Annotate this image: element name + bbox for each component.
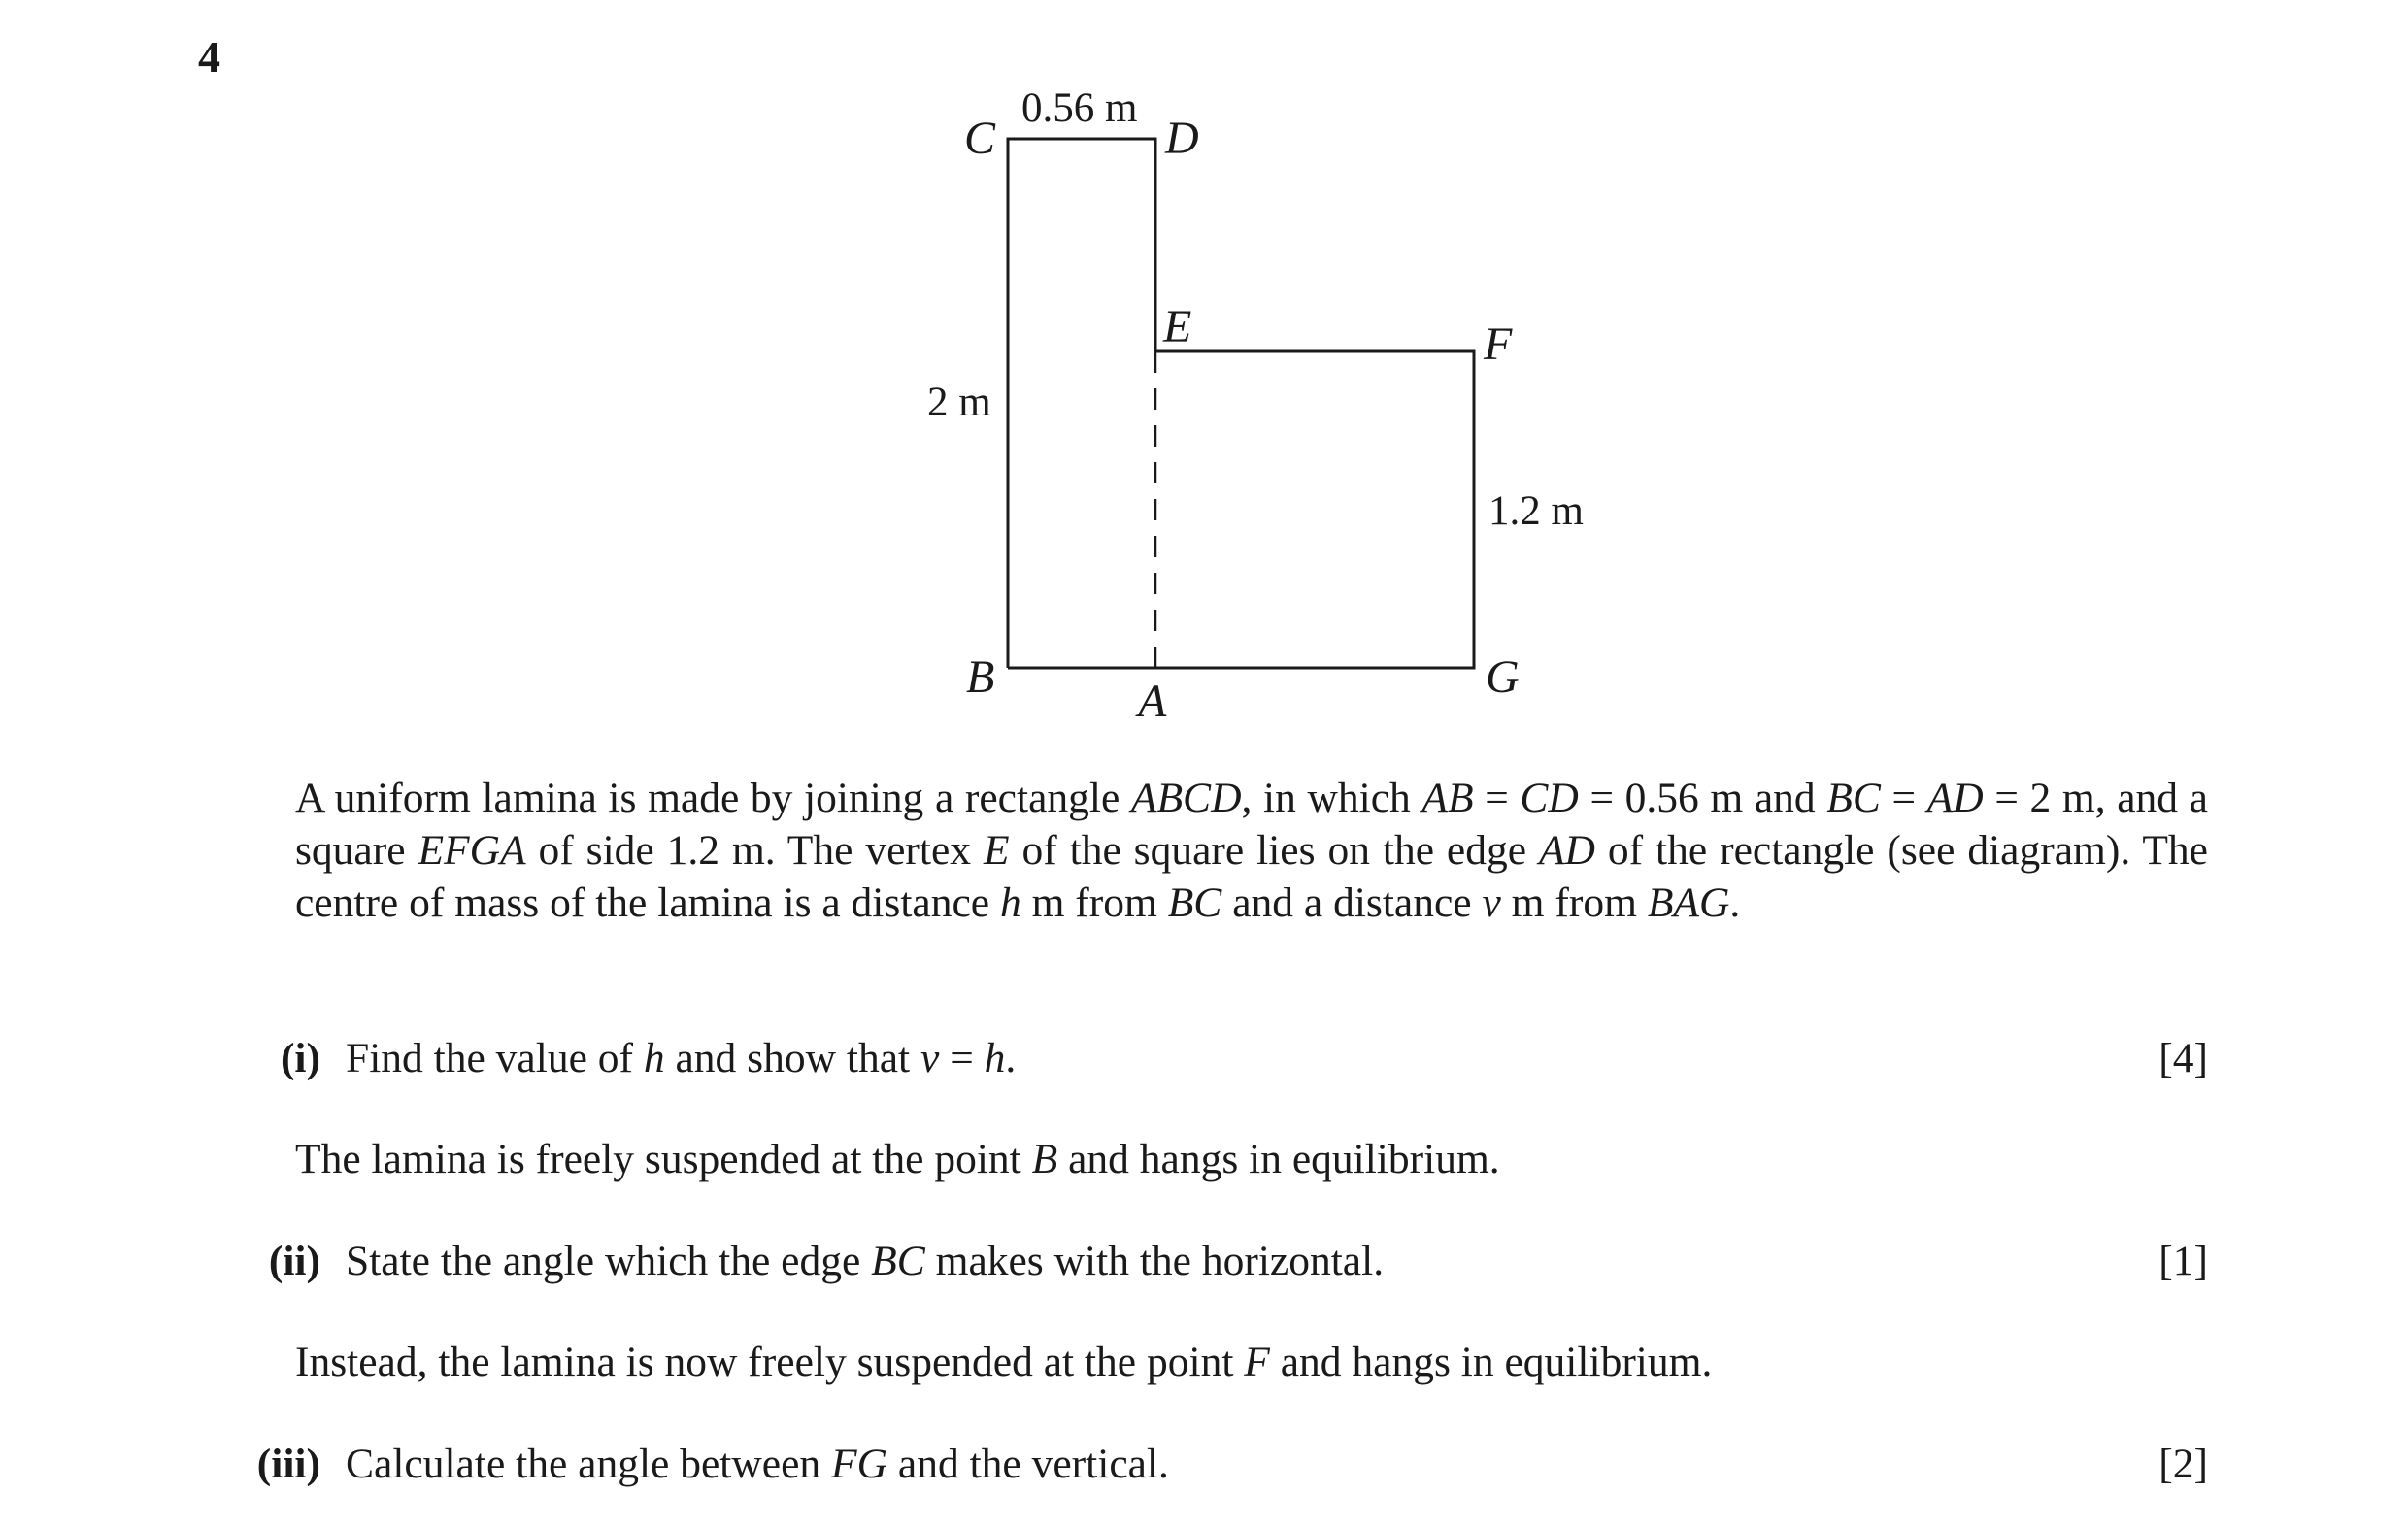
intro-paragraph: A uniform lamina is made by joining a rectangle ABCD, in which AB = CD = 0.56 m and BC = AD = 2 m, and a square EFGA of side 1.2 m. The vertex E of the square lies on the edge AD of the rectangle (see diagram). The centre of mass of the lamina is a distance h m from BC and a distance v m from BAG. [295, 775, 2208, 926]
part-ii-label: (ii) [268, 1238, 320, 1284]
lamina-diagram [0, 0, 2408, 757]
part-ii: (ii) State the angle which the edge BC makes with the horizontal. [1] [223, 1235, 2208, 1287]
statement-suspended-f: Instead, the lamina is now freely suspended at the point F and hangs in equilibrium. [295, 1339, 1713, 1385]
label-point-d: D [1165, 113, 1199, 164]
dim-bc: 2 m [927, 380, 991, 425]
part-i: (i) Find the value of h and show that v = h. [4] [223, 1032, 2208, 1084]
part-iii: (iii) Calculate the angle between FG and the vertical. [2] [223, 1438, 2208, 1490]
dim-fg: 1.2 m [1488, 488, 1584, 534]
label-point-b: B [966, 651, 995, 703]
label-point-f: F [1484, 318, 1513, 370]
dim-cd: 0.56 m [1021, 85, 1138, 131]
label-point-c: C [964, 113, 996, 164]
part-iii-label: (iii) [256, 1441, 320, 1487]
label-point-e: E [1163, 301, 1192, 352]
label-point-a: A [1138, 676, 1167, 727]
statement-suspended-b: The lamina is freely suspended at the point B and hangs in equilibrium. [295, 1136, 1500, 1182]
lamina-outline [1008, 139, 1474, 668]
part-ii-marks: [1] [2158, 1238, 2208, 1284]
question-number: 4 [198, 32, 220, 82]
part-i-marks: [4] [2158, 1035, 2208, 1081]
part-i-label: (i) [280, 1035, 320, 1081]
label-point-g: G [1486, 651, 1520, 703]
part-iii-marks: [2] [2158, 1441, 2208, 1487]
